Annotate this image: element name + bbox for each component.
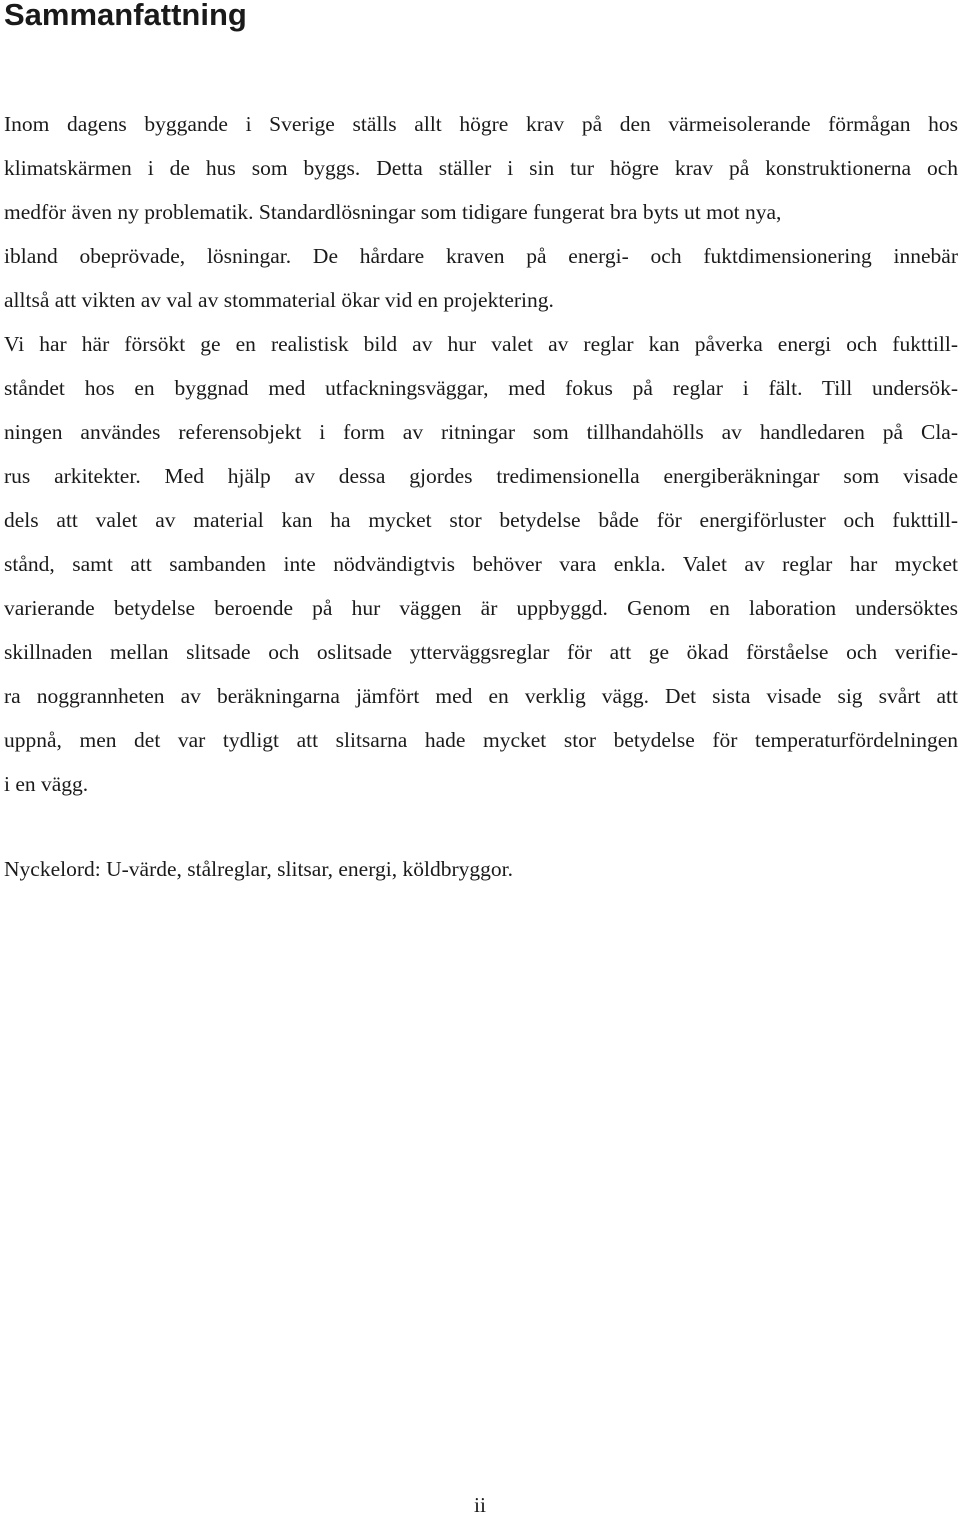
abstract-line: dels att valet av material kan ha mycket stor betydelse både för energiförluster och fukttill-: [4, 508, 958, 532]
abstract-line: medför även ny problematik. Standardlösningar som tidigare fungerat bra byts ut mot nya,: [4, 200, 782, 224]
abstract-line: Vi har här försökt ge en realistisk bild av hur valet av reglar kan påverka energi och fukttill-: [4, 332, 958, 356]
keywords: Nyckelord: U-värde, stålreglar, slitsar, energi, köldbryggor.: [4, 857, 513, 881]
abstract-line: Inom dagens byggande i Sverige ställs allt högre krav på den värmeisolerande förmågan hos: [4, 112, 958, 136]
page-title: Sammanfattning: [4, 0, 247, 32]
abstract-line: ståndet hos en byggnad med utfackningsväggar, med fokus på reglar i fält. Till undersök-: [4, 376, 958, 400]
abstract-line: stånd, samt att sambanden inte nödvändigtvis behöver vara enkla. Valet av reglar har mycket: [4, 552, 958, 576]
abstract-line: ningen användes referensobjekt i form av ritningar som tillhandahölls av handledaren på Cla-: [4, 420, 958, 444]
abstract-line: skillnaden mellan slitsade och oslitsade ytterväggsreglar för att ge ökad förståelse och verifie-: [4, 640, 958, 664]
abstract-line: i en vägg.: [4, 772, 89, 796]
abstract-line: ibland obeprövade, lösningar. De hårdare kraven på energi- och fuktdimensionering innebär: [4, 244, 958, 268]
abstract-line: uppnå, men det var tydligt att slitsarna hade mycket stor betydelse för temperaturfördelningen: [4, 728, 958, 752]
abstract-paragraph: [4, 102, 958, 806]
abstract-line: ra noggrannheten av beräkningarna jämfört med en verklig vägg. Det sista visade sig svårt att: [4, 684, 958, 708]
page-number: ii: [474, 1493, 486, 1517]
abstract-line: varierande betydelse beroende på hur väggen är uppbyggd. Genom en laboration undersöktes: [4, 596, 958, 620]
abstract-line: klimatskärmen i de hus som byggs. Detta ställer i sin tur högre krav på konstruktionerna och: [4, 156, 958, 180]
abstract-line: rus arkitekter. Med hjälp av dessa gjordes tredimensionella energiberäkningar som visade: [4, 464, 958, 488]
abstract-line: alltså att vikten av val av stommaterial ökar vid en projektering.: [4, 288, 554, 312]
